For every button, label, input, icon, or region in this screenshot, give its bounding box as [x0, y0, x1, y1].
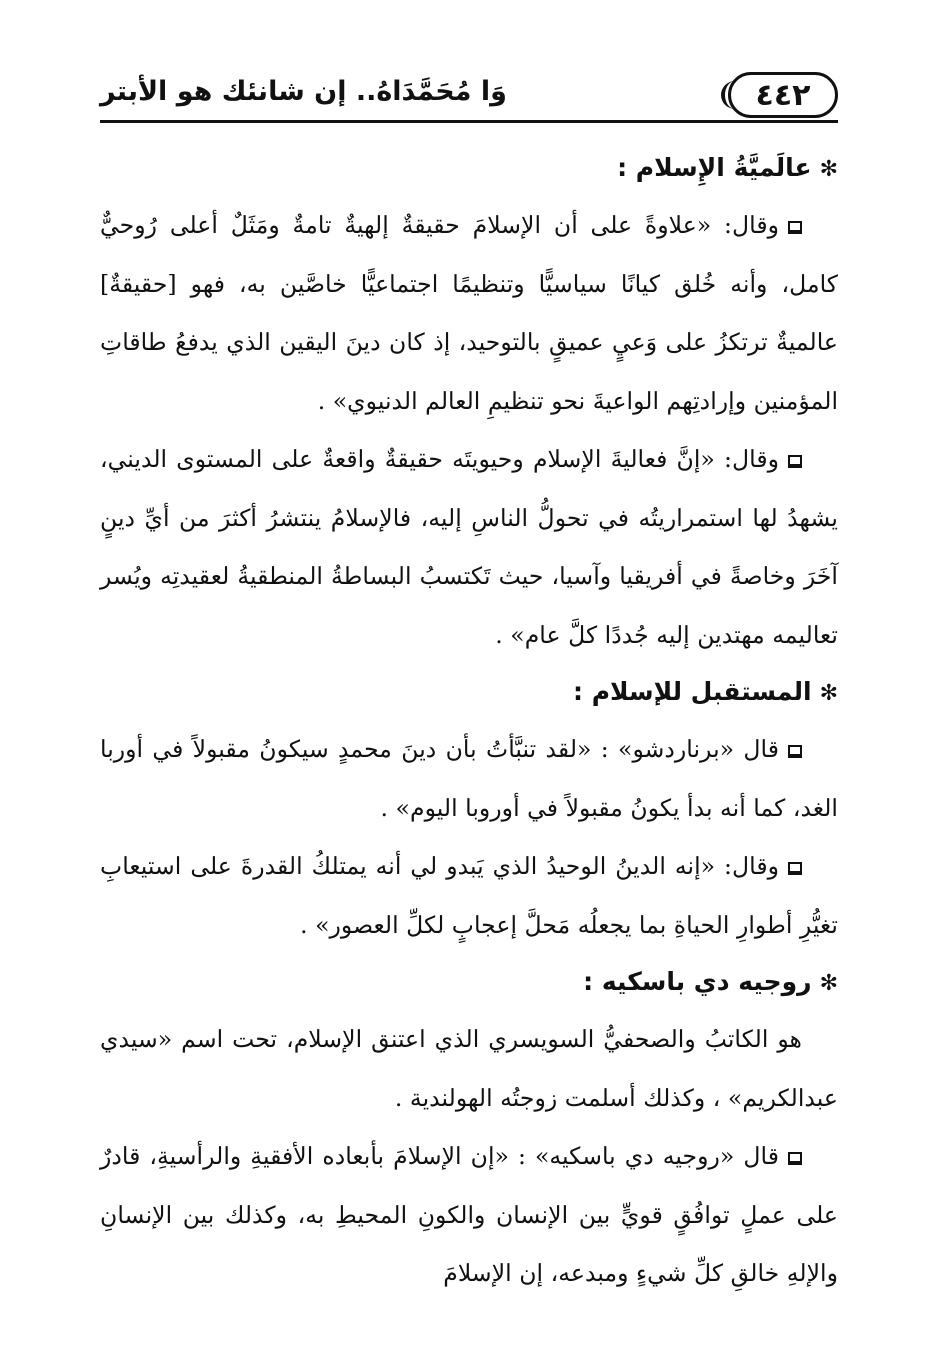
section-heading-text: عالَميَّةُ الإِسلام :: [617, 153, 812, 182]
page-content: [100, 140, 838, 1303]
section-heading-text: المستقبل للإسلام :: [573, 677, 812, 706]
paragraph-text: وقال: «علاوةً على أن الإسلامَ حقيقةٌ إلهيةٌ تامةٌ ومَثَلٌ أعلى رُوحيٌّ كامل، وأنه خُلق كيانًا سياسيًّا وتنظيمًا اجتماعيًّا خاصَّين به، فهو [حقيقةٌ] عالميةٌ ترتكزُ على وَعيٍ عميقٍ بالتوحيد، إذ كان دينَ اليقين الذي يدفعُ طاقاتِ المؤمنين وإرادتِهم الواعيةَ نحو تنظيمِ العالم الدنيوي» .: [100, 211, 838, 415]
section-heading: [100, 954, 838, 1010]
quote-paragraph: [100, 430, 838, 664]
quote-paragraph: [100, 837, 838, 954]
paragraph-text: قال «روجيه دي باسكيه» : «إن الإسلامَ بأبعاده الأفقيةِ والرأسيةِ، قادرٌ على عملٍ توافُقٍ قويٍّ بين الإنسان والكونِ المحيطِ به، وكذلك بين الإنسانِ والإلهِ خالقِ كلِّ شيءٍ ومبدعه، إن الإسلامَ: [100, 1142, 838, 1287]
section-heading-text: روجيه دي باسكيه :: [583, 967, 812, 996]
section-heading: [100, 140, 838, 196]
header-divider: [100, 120, 838, 123]
asterisk-icon: ✻: [819, 971, 838, 996]
quote-paragraph: [100, 1127, 838, 1303]
square-bullet-icon: [788, 745, 802, 758]
quote-paragraph: [100, 196, 838, 430]
square-bullet-icon: [788, 1152, 802, 1165]
running-title: وَا مُحَمَّدَاهُ.. إن شانئك هو الأبتر: [100, 76, 507, 107]
quote-paragraph: [100, 720, 838, 837]
square-bullet-icon: [788, 862, 802, 875]
paragraph-text: قال «برناردشو» : «لقد تنبَّأتُ بأن دينَ محمدٍ سيكونُ مقبولاً في أوربا الغد، كما أنه بدأ يكونُ مقبولاً في أوروبا اليوم» .: [100, 735, 838, 822]
paragraph-text: هو الكاتبُ والصحفيُّ السويسري الذي اعتنق الإسلام، تحت اسم «سيدي عبدالكريم» ، وكذلك أسلمت زوجتُه الهولندية .: [100, 1025, 838, 1112]
square-bullet-icon: [788, 455, 802, 468]
asterisk-icon: ✻: [819, 681, 838, 706]
page-header: [100, 70, 838, 122]
square-bullet-icon: [788, 221, 802, 234]
asterisk-icon: ✻: [819, 157, 838, 182]
section-heading: [100, 664, 838, 720]
bio-paragraph: [100, 1010, 838, 1127]
paragraph-text: وقال: «إنَّ فعاليةَ الإسلام وحيويتَه حقيقةٌ واقعةٌ على المستوى الديني، يشهدُ لها استمراريتُه في تحولُّ الناسِ إليه، فالإسلامُ ينتشرُ أكثرَ من أيِّ دينٍ آخَرَ وخاصةً في أفريقيا وآسيا، حيث تَكتسبُ البساطةُ المنطقيةُ لعقيدتِه ويُسر تعاليمه مهتدين إليه جُددًا كلَّ عام» .: [100, 445, 839, 649]
paragraph-text: وقال: «إنه الدينُ الوحيدُ الذي يَبدو لي أنه يمتلكُ القدرةَ على استيعابِ تغيُّرِ أطوارِ الحياةِ بما يجعلُه مَحلَّ إعجابٍ لكلِّ العصور» .: [100, 852, 838, 939]
page-number: ٤٤٢: [728, 72, 838, 118]
